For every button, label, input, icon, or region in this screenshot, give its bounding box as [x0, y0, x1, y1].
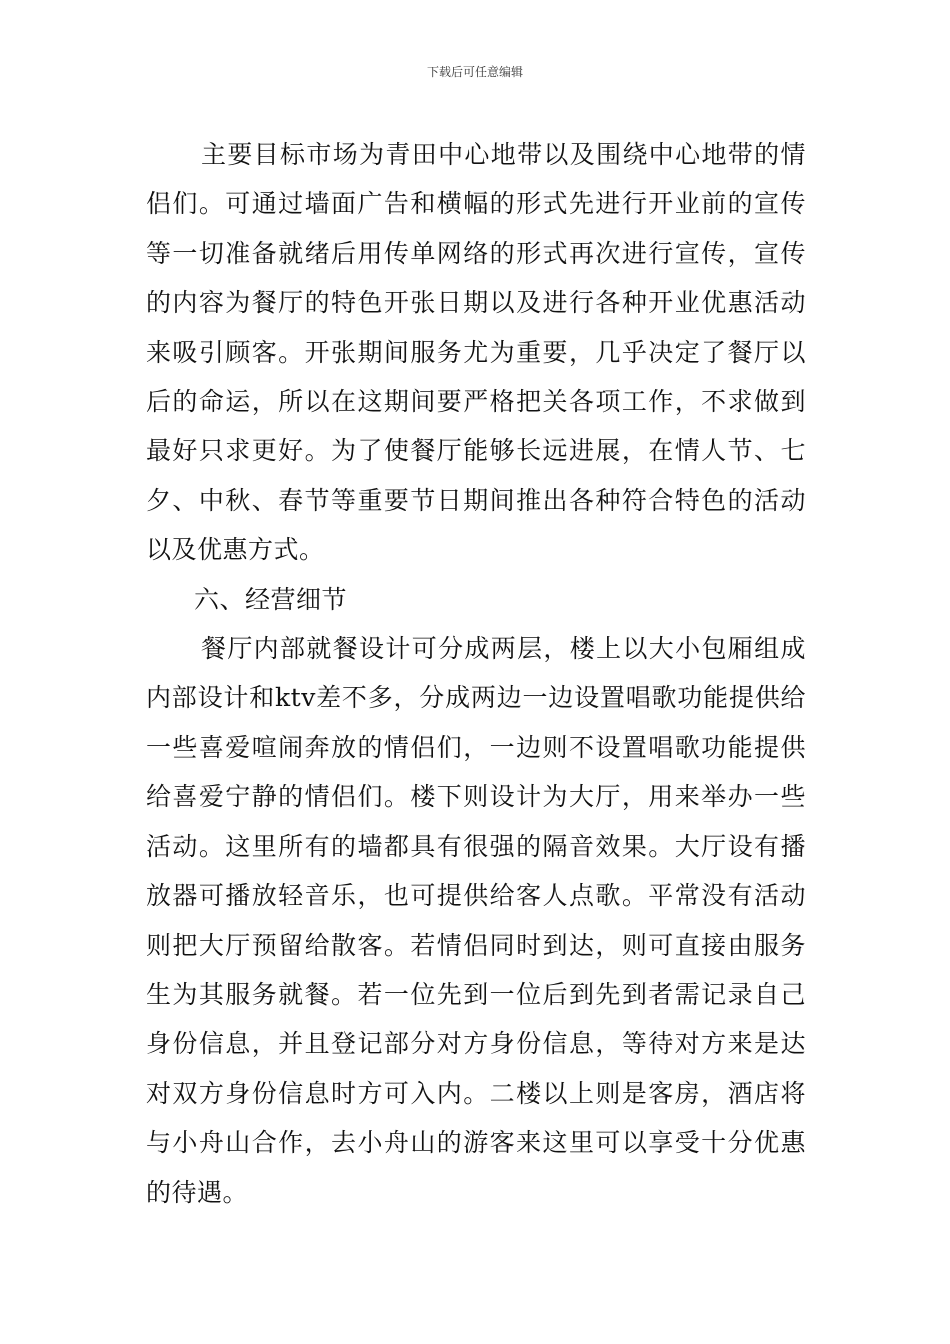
document-body [146, 130, 806, 1217]
page-header: 下载后可任意编辑 [426, 65, 523, 79]
section-heading: 六、经营细节 [194, 584, 348, 614]
paragraph-marketing: 主要目标市场为青田中心地带以及围绕中心地带的情侣们。可通过墙面广告和横幅的形式先进行开业前的宣传等一切准备就绪后用传单网络的形式再次进行宣传，宣传的内容为餐厅的特色开张日期以及进行各种开业优惠活动来吸引顾客。开张期间服务尤为重要，几乎决定了餐厅以后的命运，所以在这期间要严格把关各项工作，不求做到最好只求更好。为了使餐厅能够长远进展，在情人节、七夕、中秋、春节等重要节日期间推出各种符合特色的活动以及优惠方式。 [146, 140, 806, 565]
paragraph-operations: 餐厅内部就餐设计可分成两层，楼上以大小包厢组成内部设计和ktv差不多，分成两边一边设置唱歌功能提供给一些喜爱喧闹奔放的情侣们，一边则不设置唱歌功能提供给喜爱宁静的情侣们。楼下则设计为大厅，用来举办一些活动。这里所有的墙都具有很强的隔音效果。大厅设有播放器可播放轻音乐，也可提供给客人点歌。平常没有活动则把大厅预留给散客。若情侣同时到达，则可直接由服务生为其服务就餐。若一位先到一位后到先到者需记录自己身份信息，并且登记部分对方身份信息，等待对方来是达对双方身份信息时方可入内。二楼以上则是客房，酒店将与小舟山合作，去小舟山的游客来这里可以享受十分优惠的待遇。 [146, 634, 806, 1207]
